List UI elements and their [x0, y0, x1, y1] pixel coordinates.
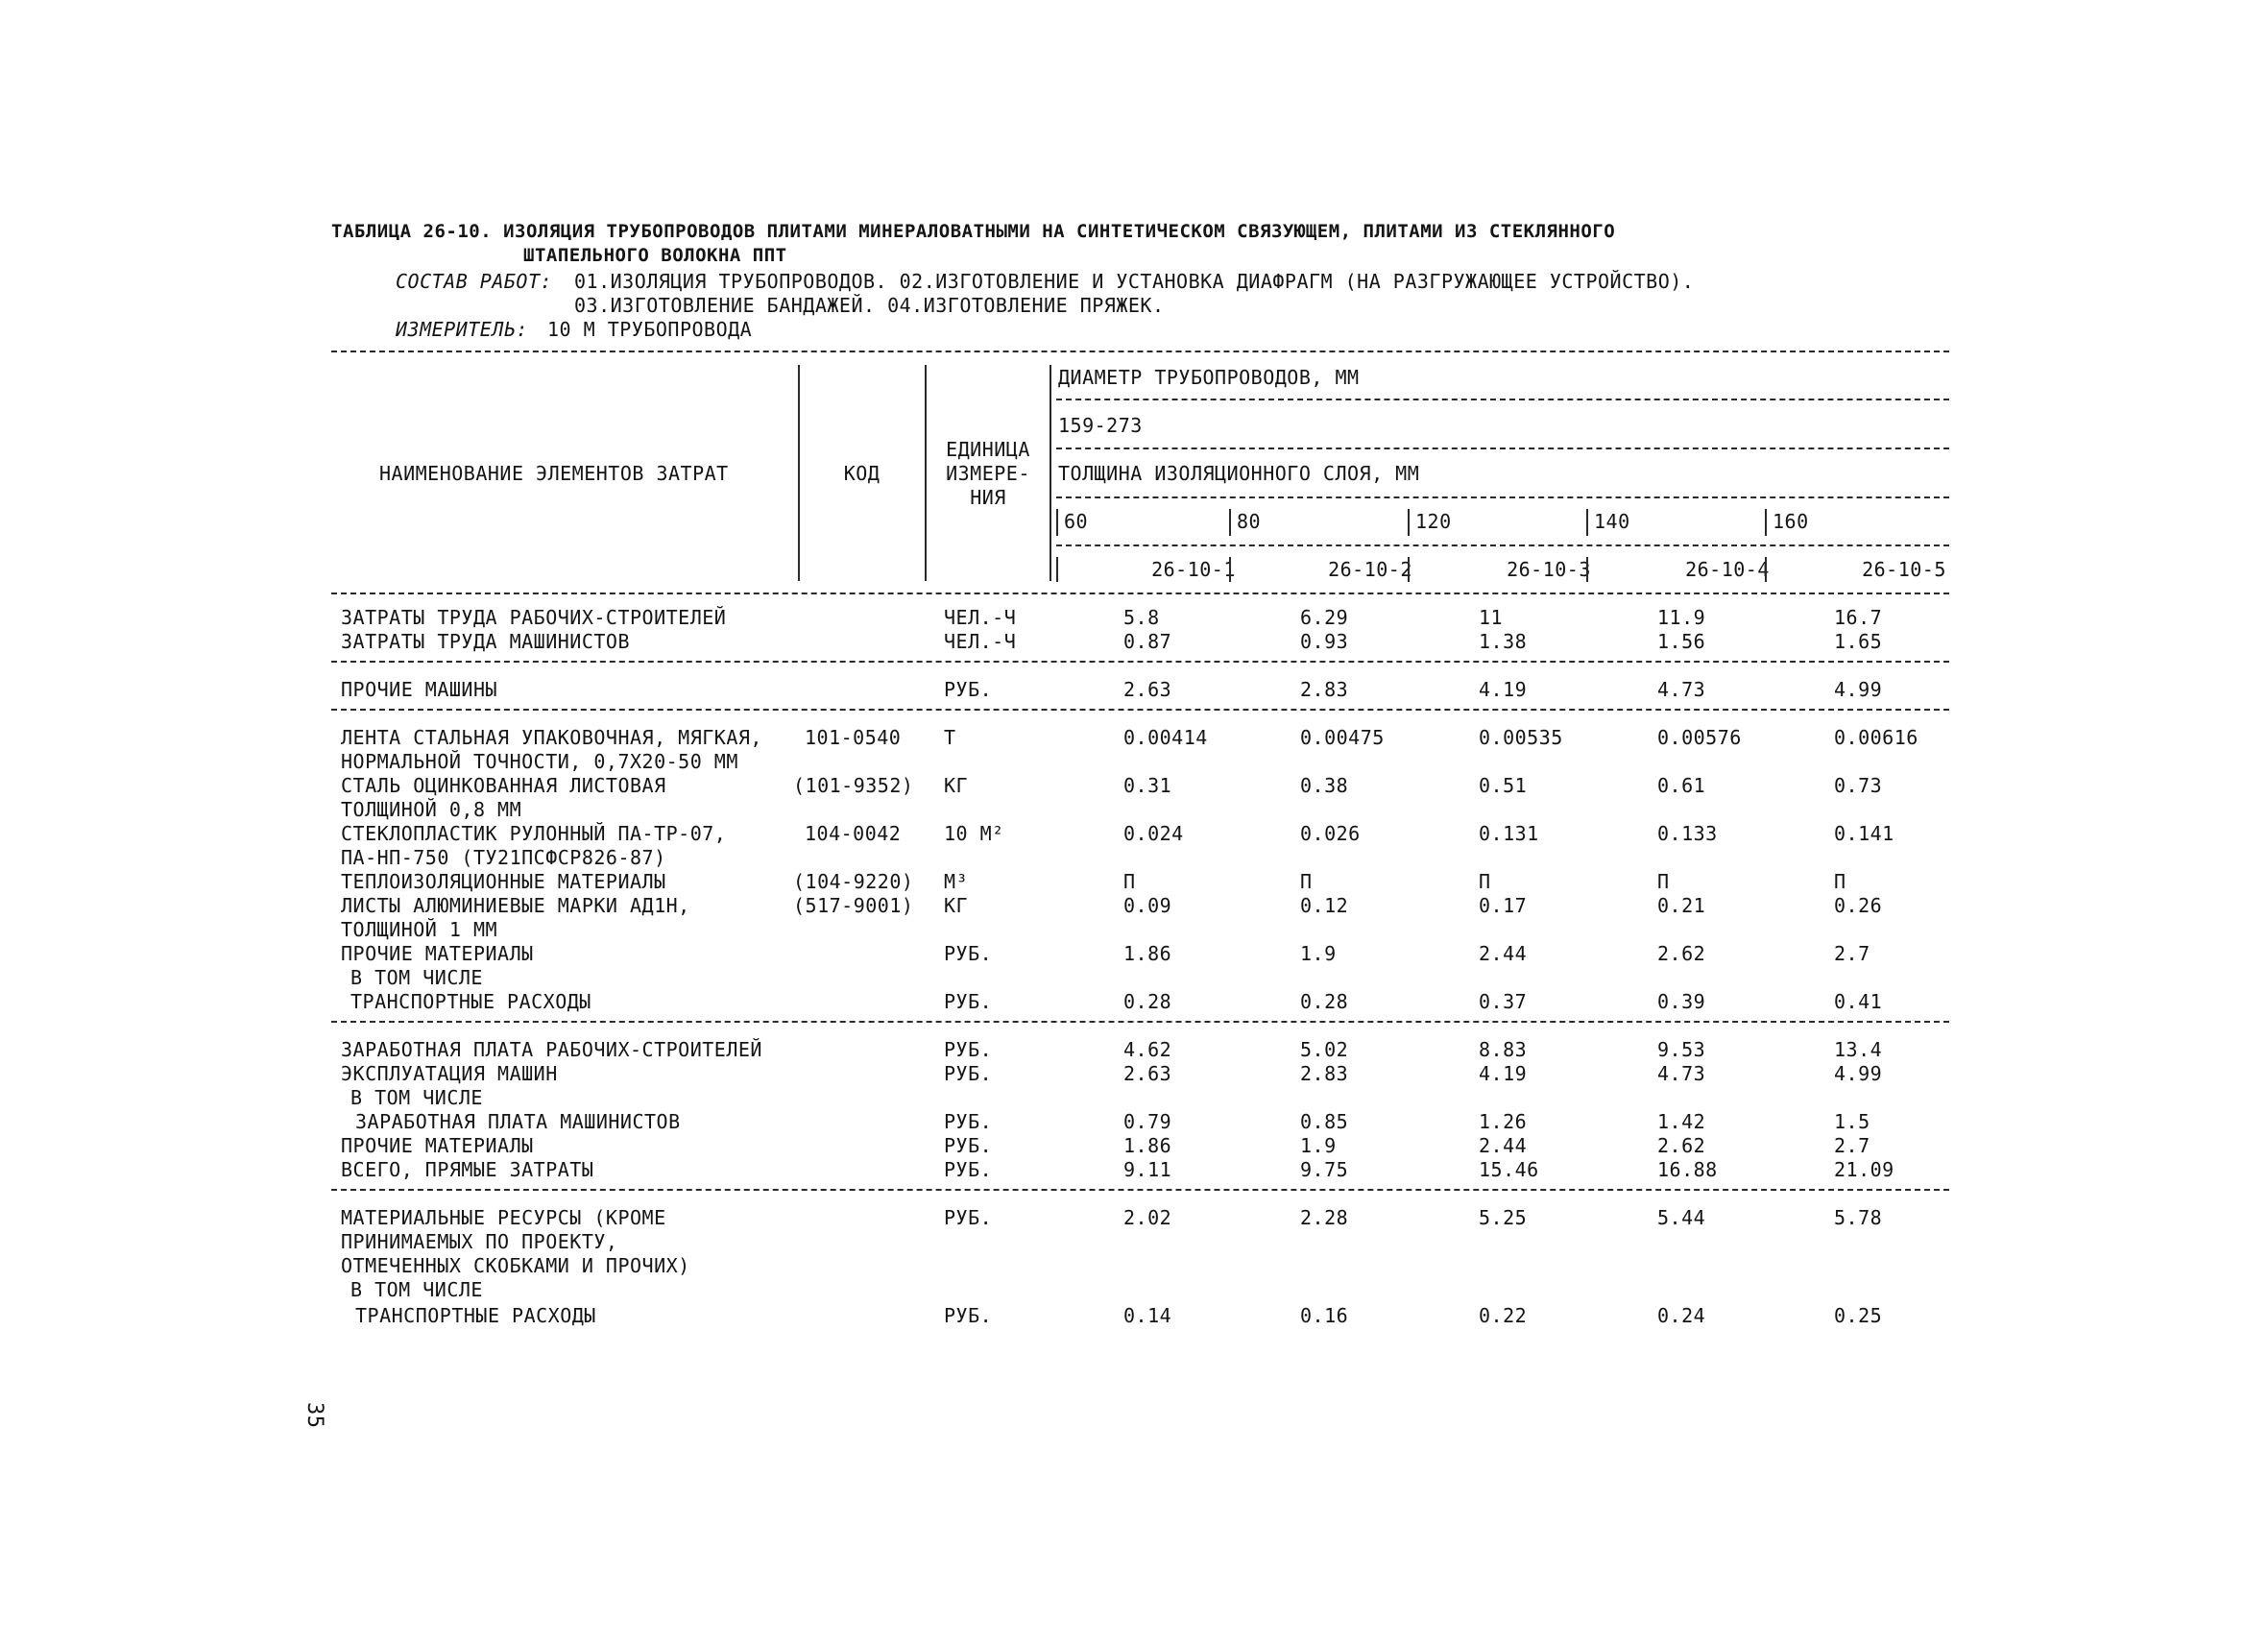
row-value-3: 1.26 [1479, 1110, 1528, 1133]
header-separator-code-unit [925, 365, 927, 581]
row-value-4: 2.62 [1657, 1134, 1706, 1157]
header-thickness-5: 160 [1773, 510, 1809, 533]
row-value-3: 1.38 [1479, 630, 1528, 653]
row-value-5: 21.09 [1834, 1158, 1894, 1181]
header-code-2: 26-10-2 [1328, 558, 1412, 581]
sostav-label: СОСТАВ РАБОТ: [396, 270, 553, 293]
table-title-line1: ТАБЛИЦА 26-10. ИЗОЛЯЦИЯ ТРУБОПРОВОДОВ ПЛИТАМИ МИНЕРАЛОВАТНЫМИ НА СИНТЕТИЧЕСКОМ СВЯЗУЮЩЕМ, ПЛИТАМИ ИЗ СТЕКЛЯННОГО [331, 221, 1616, 242]
row-value-1: 1.86 [1123, 942, 1172, 965]
row-value-3: 0.51 [1479, 774, 1528, 797]
group-separator-4 [331, 1189, 1949, 1191]
header-separator-name-code [798, 365, 800, 581]
row-value-4: П [1657, 870, 1670, 893]
row-unit: РУБ. [944, 990, 993, 1013]
row-value-4: 9.53 [1657, 1038, 1706, 1061]
row-name: ЗАРАБОТНАЯ ПЛАТА РАБОЧИХ-СТРОИТЕЛЕЙ [341, 1038, 762, 1061]
row-value-3: 5.25 [1479, 1206, 1528, 1229]
row-value-4: 4.73 [1657, 678, 1706, 701]
row-value-5: 4.99 [1834, 1062, 1883, 1085]
row-value-4: 11.9 [1657, 606, 1706, 629]
row-name: ЗАТРАТЫ ТРУДА РАБОЧИХ-СТРОИТЕЛЕЙ [341, 606, 727, 629]
row-value-1: 5.8 [1123, 606, 1160, 629]
row-value-3: 0.00535 [1479, 726, 1563, 749]
row-unit: РУБ. [944, 1038, 993, 1061]
row-unit: ЧЕЛ.-Ч [944, 606, 1017, 629]
row-value-1: П [1123, 870, 1136, 893]
row-name: МАТЕРИАЛЬНЫЕ РЕСУРСЫ (КРОМЕ [341, 1206, 666, 1229]
row-value-1: 2.63 [1123, 1062, 1172, 1085]
row-name: ЗАТРАТЫ ТРУДА МАШИНИСТОВ [341, 630, 630, 653]
row-name: НОРМАЛЬНОЙ ТОЧНОСТИ, 0,7Х20-50 ММ [341, 750, 738, 773]
row-value-3: 4.19 [1479, 1062, 1528, 1085]
row-name: ТОЛЩИНОЙ 1 ММ [341, 918, 498, 941]
group-separator-2 [331, 709, 1949, 711]
row-unit: РУБ. [944, 1110, 993, 1133]
row-value-1: 0.14 [1123, 1304, 1172, 1327]
row-value-5: 0.00616 [1834, 726, 1918, 749]
row-value-4: 2.62 [1657, 942, 1706, 965]
code-separator-2 [1408, 557, 1410, 582]
row-name: В ТОМ ЧИСЛЕ [350, 1086, 483, 1109]
row-value-2: 5.02 [1300, 1038, 1349, 1061]
row-unit: Т [944, 726, 956, 749]
row-value-2: 0.85 [1300, 1110, 1349, 1133]
row-unit: 10 М² [944, 822, 1004, 845]
row-value-5: 0.41 [1834, 990, 1883, 1013]
izmeritel-value: 10 М ТРУБОПРОВОДА [547, 318, 753, 341]
row-value-5: 0.73 [1834, 774, 1883, 797]
row-value-2: 0.28 [1300, 990, 1349, 1013]
row-value-2: 1.9 [1300, 942, 1337, 965]
header-code-column: КОД [843, 462, 881, 485]
row-value-2: 9.75 [1300, 1158, 1349, 1181]
header-rule-4 [1056, 544, 1949, 546]
row-value-3: 4.19 [1479, 678, 1528, 701]
header-diameter-label: ДИАМЕТР ТРУБОПРОВОДОВ, ММ [1058, 366, 1360, 389]
row-value-3: 0.22 [1479, 1304, 1528, 1327]
row-value-5: П [1834, 870, 1846, 893]
thickness-separator-3 [1408, 509, 1410, 536]
row-value-1: 9.11 [1123, 1158, 1172, 1181]
row-name: СТАЛЬ ОЦИНКОВАННАЯ ЛИСТОВАЯ [341, 774, 666, 797]
row-code: 101-0540 [805, 726, 902, 749]
row-name: В ТОМ ЧИСЛЕ [350, 1278, 483, 1301]
header-unit-line2: ИЗМЕРЕ- [946, 462, 1030, 485]
row-value-2: 2.83 [1300, 1062, 1349, 1085]
header-diameter-range: 159-273 [1058, 414, 1143, 437]
header-thickness-3: 120 [1415, 510, 1452, 533]
thickness-separator-5 [1765, 509, 1767, 536]
row-unit: РУБ. [944, 1062, 993, 1085]
header-rule-2 [1056, 448, 1949, 449]
row-value-4: 4.73 [1657, 1062, 1706, 1085]
code-separator-0 [1056, 557, 1058, 582]
row-value-3: П [1479, 870, 1491, 893]
row-code: 104-0042 [805, 822, 902, 845]
row-name: ПРОЧИЕ МАТЕРИАЛЫ [341, 1134, 534, 1157]
row-value-3: 0.17 [1479, 894, 1528, 917]
row-value-1: 0.09 [1123, 894, 1172, 917]
row-value-2: 0.12 [1300, 894, 1349, 917]
row-value-2: 2.83 [1300, 678, 1349, 701]
header-rule-1 [1056, 399, 1949, 400]
header-code-5: 26-10-5 [1862, 558, 1946, 581]
row-name: ТЕПЛОИЗОЛЯЦИОННЫЕ МАТЕРИАЛЫ [341, 870, 666, 893]
row-value-2: 2.28 [1300, 1206, 1349, 1229]
row-value-2: 0.00475 [1300, 726, 1385, 749]
izmeritel-label: ИЗМЕРИТЕЛЬ: [396, 318, 528, 341]
row-unit: РУБ. [944, 942, 993, 965]
row-name: ЗАРАБОТНАЯ ПЛАТА МАШИНИСТОВ [355, 1110, 681, 1133]
row-value-1: 4.62 [1123, 1038, 1172, 1061]
row-value-4: 16.88 [1657, 1158, 1718, 1181]
row-unit: КГ [944, 894, 969, 917]
row-value-5: 2.7 [1834, 942, 1870, 965]
row-value-3: 0.37 [1479, 990, 1528, 1013]
row-name: СТЕКЛОПЛАСТИК РУЛОННЫЙ ПА-ТР-07, [341, 822, 727, 845]
header-code-4: 26-10-4 [1685, 558, 1770, 581]
row-name: ПРОЧИЕ МАТЕРИАЛЫ [341, 942, 534, 965]
row-value-4: 0.61 [1657, 774, 1706, 797]
row-value-5: 13.4 [1834, 1038, 1883, 1061]
row-value-2: 0.16 [1300, 1304, 1349, 1327]
row-value-3: 2.44 [1479, 1134, 1528, 1157]
row-value-5: 0.25 [1834, 1304, 1883, 1327]
row-name: ТРАНСПОРТНЫЕ РАСХОДЫ [355, 1304, 596, 1327]
row-value-3: 2.44 [1479, 942, 1528, 965]
code-separator-3 [1586, 557, 1588, 582]
row-value-1: 2.02 [1123, 1206, 1172, 1229]
row-value-4: 1.56 [1657, 630, 1706, 653]
row-code: (101-9352) [793, 774, 914, 797]
row-name: ОТМЕЧЕННЫХ СКОБКАМИ И ПРОЧИХ) [341, 1254, 690, 1277]
thickness-separator-2 [1229, 509, 1231, 536]
row-value-4: 5.44 [1657, 1206, 1706, 1229]
row-value-1: 0.87 [1123, 630, 1172, 653]
row-unit: М³ [944, 870, 969, 893]
sostav-line1: 01.ИЗОЛЯЦИЯ ТРУБОПРОВОДОВ. 02.ИЗГОТОВЛЕНИЕ И УСТАНОВКА ДИАФРАГМ (НА РАЗГРУЖАЮЩЕЕ УСТРОЙСТВО). [574, 270, 1695, 293]
thickness-separator-1 [1056, 509, 1058, 536]
page-number: 35 [302, 1402, 326, 1429]
row-value-2: П [1300, 870, 1313, 893]
row-name: ТОЛЩИНОЙ 0,8 ММ [341, 798, 522, 821]
row-value-2: 1.9 [1300, 1134, 1337, 1157]
row-value-5: 4.99 [1834, 678, 1883, 701]
header-thickness-4: 140 [1594, 510, 1630, 533]
row-unit: РУБ. [944, 1304, 993, 1327]
header-unit-line3: НИЯ [970, 486, 1006, 509]
row-value-5: 5.78 [1834, 1206, 1883, 1229]
header-thickness-label: ТОЛЩИНА ИЗОЛЯЦИОННОГО СЛОЯ, ММ [1058, 462, 1420, 485]
row-value-3: 0.131 [1479, 822, 1539, 845]
row-name: ПРИНИМАЕМЫХ ПО ПРОЕКТУ, [341, 1230, 618, 1253]
row-unit: ЧЕЛ.-Ч [944, 630, 1017, 653]
row-name: ПА-НП-750 (ТУ21ПСФСР826-87) [341, 846, 666, 869]
code-separator-1 [1229, 557, 1231, 582]
row-value-4: 0.24 [1657, 1304, 1706, 1327]
row-value-4: 0.133 [1657, 822, 1718, 845]
row-value-2: 0.38 [1300, 774, 1349, 797]
row-name: ЭКСПЛУАТАЦИЯ МАШИН [341, 1062, 558, 1085]
row-value-3: 15.46 [1479, 1158, 1539, 1181]
row-name: ТРАНСПОРТНЫЕ РАСХОДЫ [350, 990, 591, 1013]
row-value-5: 16.7 [1834, 606, 1883, 629]
row-name: ЛИСТЫ АЛЮМИНИЕВЫЕ МАРКИ АД1Н, [341, 894, 690, 917]
group-separator-3 [331, 1021, 1949, 1023]
row-value-1: 0.79 [1123, 1110, 1172, 1133]
row-value-1: 0.31 [1123, 774, 1172, 797]
row-value-1: 1.86 [1123, 1134, 1172, 1157]
row-value-5: 0.26 [1834, 894, 1883, 917]
row-value-5: 2.7 [1834, 1134, 1870, 1157]
row-code: (104-9220) [793, 870, 914, 893]
row-name: ЛЕНТА СТАЛЬНАЯ УПАКОВОЧНАЯ, МЯГКАЯ, [341, 726, 762, 749]
row-value-2: 0.026 [1300, 822, 1361, 845]
header-top-rule [331, 351, 1949, 352]
row-name: ВСЕГО, ПРЯМЫЕ ЗАТРАТЫ [341, 1158, 594, 1181]
row-name: В ТОМ ЧИСЛЕ [350, 966, 483, 989]
row-value-1: 0.024 [1123, 822, 1184, 845]
row-value-4: 0.21 [1657, 894, 1706, 917]
row-unit: РУБ. [944, 678, 993, 701]
row-unit: РУБ. [944, 1158, 993, 1181]
row-name: ПРОЧИЕ МАШИНЫ [341, 678, 498, 701]
row-value-3: 8.83 [1479, 1038, 1528, 1061]
header-code-1: 26-10-1 [1151, 558, 1236, 581]
row-unit: КГ [944, 774, 969, 797]
header-rule-3 [1056, 496, 1949, 498]
header-bottom-rule [331, 593, 1949, 594]
sostav-line2: 03.ИЗГОТОВЛЕНИЕ БАНДАЖЕЙ. 04.ИЗГОТОВЛЕНИЕ ПРЯЖЕК. [574, 294, 1165, 317]
row-value-1: 0.28 [1123, 990, 1172, 1013]
row-code: (517-9001) [793, 894, 914, 917]
header-code-3: 26-10-3 [1507, 558, 1591, 581]
row-value-2: 0.93 [1300, 630, 1349, 653]
header-thickness-2: 80 [1237, 510, 1262, 533]
table-title-line2: ШТАПЕЛЬНОГО ВОЛОКНА ППТ [523, 245, 787, 266]
row-value-5: 1.5 [1834, 1110, 1870, 1133]
header-separator-unit-values [1050, 365, 1051, 581]
code-separator-4 [1765, 557, 1767, 582]
row-value-5: 0.141 [1834, 822, 1894, 845]
group-separator-1 [331, 661, 1949, 663]
header-thickness-1: 60 [1064, 510, 1089, 533]
header-name-column: НАИМЕНОВАНИЕ ЭЛЕМЕНТОВ ЗАТРАТ [379, 462, 729, 485]
row-unit: РУБ. [944, 1134, 993, 1157]
row-value-4: 0.00576 [1657, 726, 1742, 749]
header-unit-line1: ЕДИНИЦА [946, 438, 1030, 461]
thickness-separator-4 [1586, 509, 1588, 536]
row-value-2: 6.29 [1300, 606, 1349, 629]
row-value-1: 0.00414 [1123, 726, 1208, 749]
row-value-4: 1.42 [1657, 1110, 1706, 1133]
row-value-3: 11 [1479, 606, 1504, 629]
row-unit: РУБ. [944, 1206, 993, 1229]
row-value-4: 0.39 [1657, 990, 1706, 1013]
row-value-5: 1.65 [1834, 630, 1883, 653]
row-value-1: 2.63 [1123, 678, 1172, 701]
